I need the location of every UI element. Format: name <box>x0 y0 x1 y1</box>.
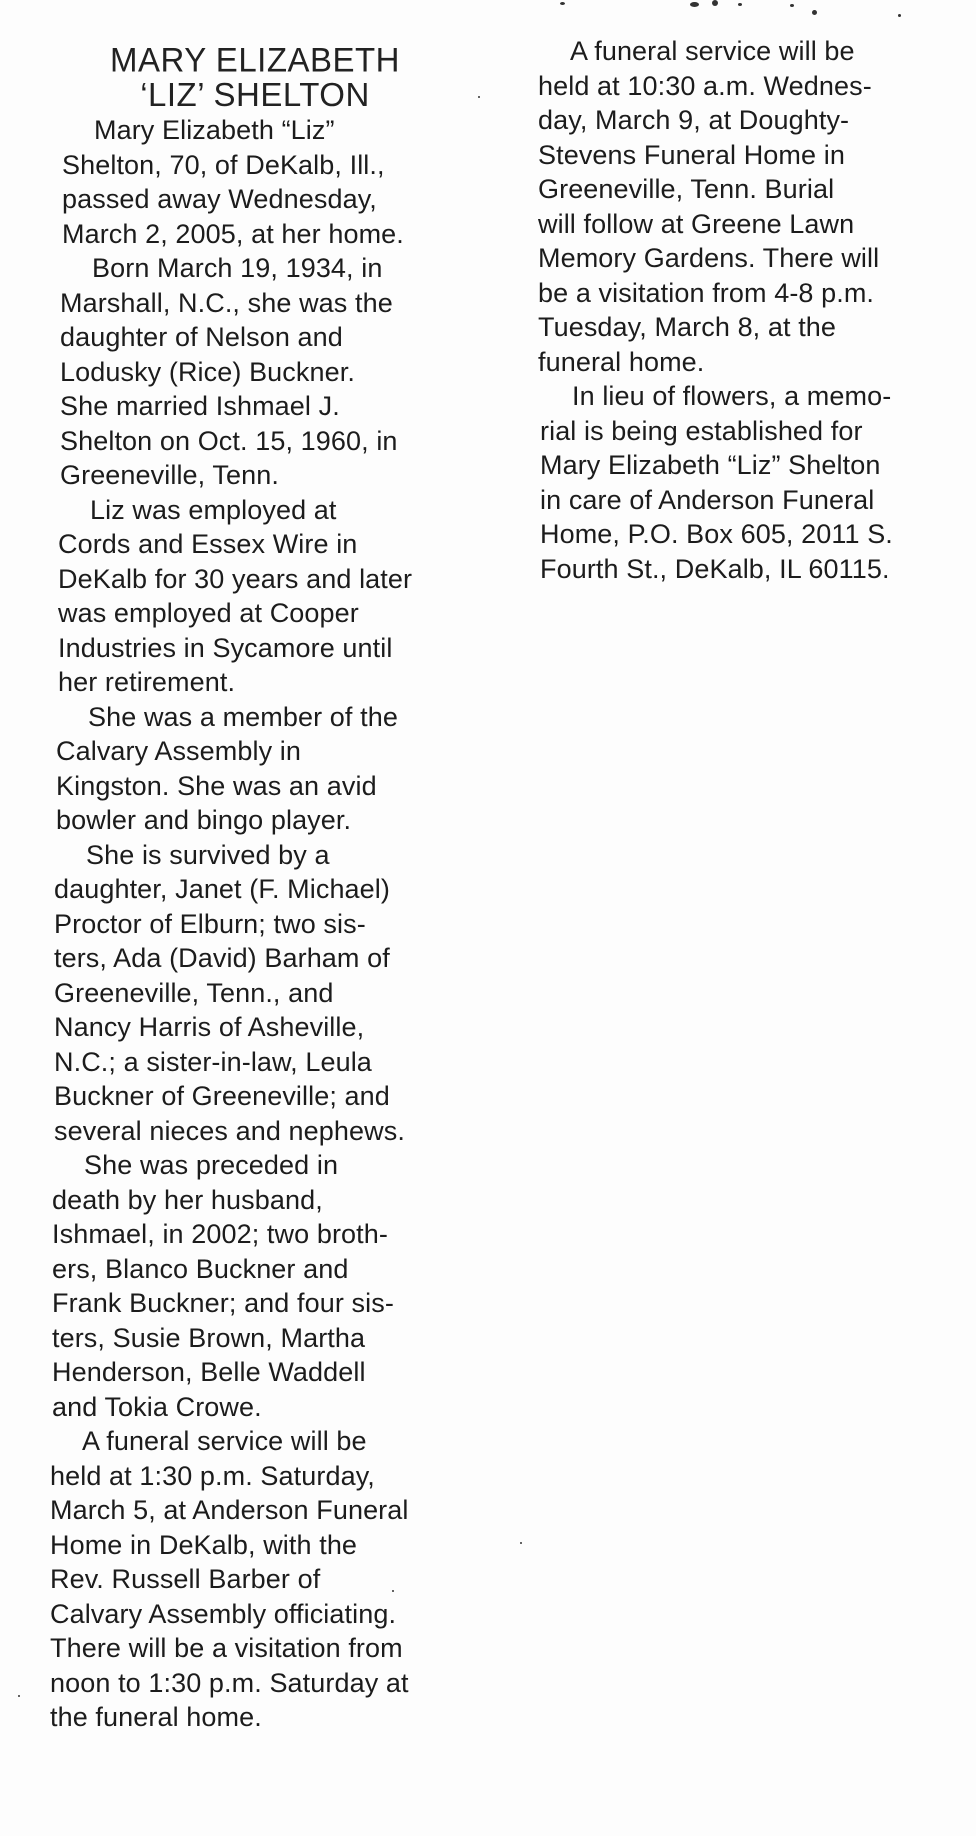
obituary-headline <box>50 42 460 112</box>
left-column <box>50 42 450 1735</box>
right-column <box>538 34 938 586</box>
scan-speck <box>478 96 480 98</box>
paragraph-survivors: She is survived by a daughter, Janet (F. Michael) Proctor of Elburn; two sis- ters, Ada (David) Barham of Greeneville, Tenn., and Nancy Harris of Asheville, N.C.; a sister-in-law, Leula Buckner of Greeneville; and several nieces and nephews. <box>54 839 405 1146</box>
paragraph-employment: Liz was employed at Cords and Essex Wire in DeKalb for 30 years and later was employed at Cooper Industries in Sycamore until her retirement. <box>58 494 413 697</box>
paragraph-preceded-in-death: She was preceded in death by her husband, Ishmael, in 2002; two broth- ers, Blanco Buckner and Frank Buckner; and four sis- ters, Susie Brown, Martha Henderson, Belle Waddell and Tokia Crowe. <box>52 1150 394 1422</box>
scan-speck <box>812 10 817 15</box>
scan-speck <box>560 2 565 5</box>
paragraph-dekalb-service: A funeral service will be held at 1:30 p.m. Saturday, March 5, at Anderson Funeral Home in DeKalb, with the Rev. Russell Barber of Calvary Assembly officiating. There will be a visitation from noon to 1:30 p.m. Saturday at the funeral home. <box>50 1426 409 1732</box>
headline-nickname: ‘LIZ’ SHELTON <box>140 76 370 113</box>
paragraph-greeneville-service: A funeral service will be held at 10:30 a.m. Wednes- day, March 9, at Doughty- Stevens Funeral Home in Greeneville, Tenn. Burial will follow at Greene Lawn Memory Gardens. There will be a visitation from 4-8 p.m. Tuesday, March 8, at the funeral home. <box>538 36 880 377</box>
paragraph-death-notice: Mary Elizabeth “Liz” Shelton, 70, of DeKalb, Ill., passed away Wednesday, March 2, 2005, at her home. <box>62 115 404 249</box>
scan-speck <box>790 4 794 7</box>
scan-speck <box>392 1590 394 1592</box>
paragraph-memorial: In lieu of flowers, a memo- rial is being established for Mary Elizabeth “Liz” Shelton in care of Anderson Funeral Home, P.O. Box 605, 2011 S. Fourth St., DeKalb, IL 60115. <box>540 381 893 584</box>
scan-speck <box>898 14 901 17</box>
scan-speck <box>520 1542 522 1544</box>
scan-speck <box>18 1695 20 1697</box>
scan-speck <box>738 3 742 6</box>
paragraph-membership: She was a member of the Calvary Assembly in Kingston. She was an avid bowler and bingo player. <box>56 701 398 835</box>
headline-name: MARY ELIZABETH <box>109 40 401 79</box>
paragraph-birth-marriage: Born March 19, 1934, in Marshall, N.C., she was the daughter of Nelson and Lodusky (Rice) Buckner. She married Ishmael J. Shelton on Oct. 15, 1960, in Greeneville, Tenn. <box>60 253 398 490</box>
scan-speck <box>690 2 699 7</box>
scan-speck <box>712 0 718 6</box>
